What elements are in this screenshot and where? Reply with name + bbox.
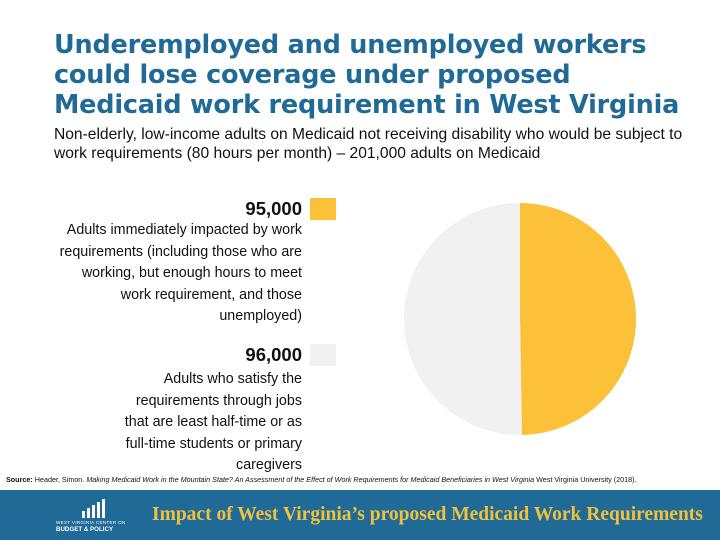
bar-chart-logo-icon — [78, 498, 118, 518]
legend-text-satisfy: Adults who satisfy the requirements through jobs that are least half-time or as full-time students or primary caregivers — [124, 371, 302, 473]
source-author: Header, Simon. — [34, 475, 85, 484]
page-title: Underemployed and unemployed workers could lose coverage under proposed Medicaid work requirement in West Virginia — [54, 30, 680, 120]
pie-slice-satisfy — [404, 203, 522, 435]
legend-text-impacted: Adults immediately impacted by work requirements (including those who are working, but enough hours to meet work requirement, and those unemployed) — [59, 222, 302, 324]
source-note — [6, 475, 714, 485]
logo — [56, 498, 146, 534]
footer-bar — [0, 490, 720, 540]
subtitle: Non-elderly, low-income adults on Medicaid not receiving disability who would be subject to work requirements (80 hours per month) – 201,000 adults on Medicaid — [54, 126, 683, 162]
legend-value-impacted: 95,000 — [245, 198, 302, 219]
legend-value-satisfy: 96,000 — [245, 344, 302, 365]
logo-text-line1: WEST VIRGINIA CENTER ON — [56, 520, 126, 525]
source-label: Source: — [6, 475, 33, 484]
logo-text-line2: BUDGET & POLICY — [56, 526, 114, 533]
footer-title: Impact of West Virginia’s proposed Medicaid Work Requirements — [152, 504, 703, 525]
legend-swatch-impacted — [310, 198, 336, 220]
source-work: Making Medicaid Work in the Mountain State? An Assessment of the Effect of Work Requirements for Medicaid Beneficiaries in West Virginia — [86, 475, 535, 484]
source-publisher: West Virginia University (2018). — [536, 475, 637, 484]
legend-swatch-satisfy — [310, 344, 336, 366]
pie-slice-impacted — [520, 203, 636, 435]
